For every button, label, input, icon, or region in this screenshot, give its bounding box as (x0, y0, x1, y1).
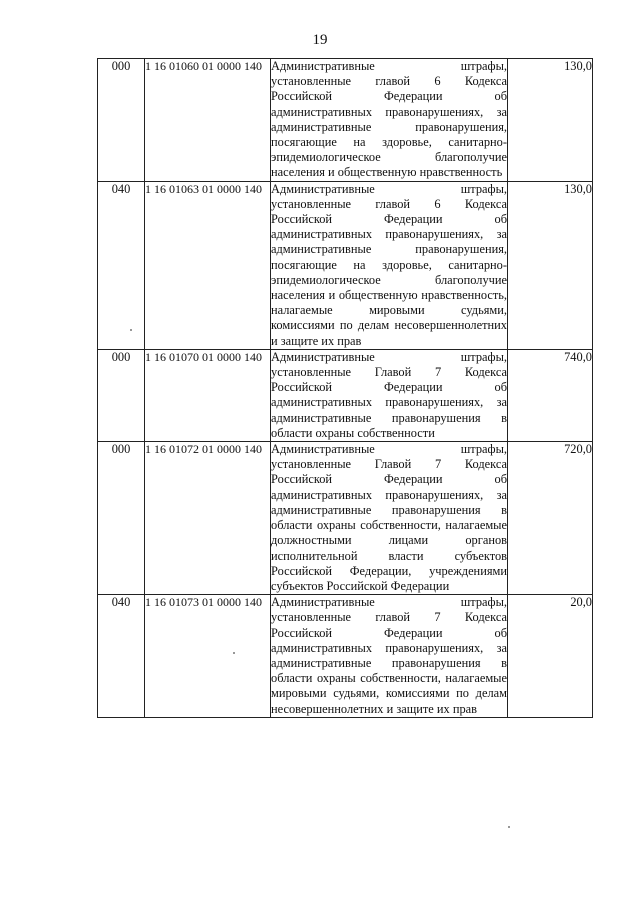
income-name-cell: Административные штрафы, установленные Главой 7 Кодекса Российской Федерации об административных правонарушениях, за административные правонарушения в области охраны собственности (271, 349, 507, 440)
income-name-cell: Административные штрафы, установленные главой 7 Кодекса Российской Федерации об административных правонарушениях, за административные правонарушения в области охраны собственности, налагаемые мировыми судьями, комиссиями по делам несовершеннолетних и защите их прав (271, 595, 507, 716)
admin-code-cell: 000 (98, 349, 145, 441)
page-number: 19 (312, 32, 328, 48)
table-row (98, 349, 593, 441)
table-row (98, 442, 593, 595)
amount-cell: 130,0 (508, 181, 593, 349)
budget-code-cell: 1 16 01063 01 0000 140 (145, 181, 271, 349)
admin-code-cell: 000 (98, 59, 145, 182)
budget-code-cell: 1 16 01073 01 0000 140 (145, 595, 271, 718)
income-name-cell: Административные штрафы, установленные главой 6 Кодекса Российской Федерации об административных правонарушениях, за административные правонарушения, посягающие на здоровье, санитарно-эпидемиологическое благополучие населения и общественную нравственность, налагаемые мировыми судьями, комиссиями по делам несовершеннолетних и защите их прав (271, 181, 507, 348)
amount-cell: 720,0 (508, 442, 593, 595)
income-name-cell: Административные штрафы, установленные Главой 7 Кодекса Российской Федерации об административных правонарушениях, за административные правонарушения в области охраны собственности, налагаемые должностными лицами органов исполнительной власти субъектов Российской Федерации, учреждениями субъектов Российской Федерации (271, 442, 507, 593)
income-name-cell: Административные штрафы, установленные главой 6 Кодекса Российской Федерации об административных правонарушениях, за административные правонарушения, посягающие на здоровье, санитарно-эпидемиологическое благополучие населения и общественную нравственность (271, 59, 507, 180)
budget-code-cell: 1 16 01070 01 0000 140 (145, 349, 271, 441)
table-row (98, 595, 593, 718)
admin-code-cell: 040 (98, 181, 145, 349)
budget-code-cell: 1 16 01072 01 0000 140 (145, 442, 271, 595)
admin-code-cell: 040 (98, 595, 145, 718)
scan-speck (233, 652, 235, 654)
scan-speck (508, 826, 510, 828)
budget-code-cell: 1 16 01060 01 0000 140 (145, 59, 271, 182)
amount-cell: 20,0 (508, 595, 593, 718)
scan-speck (130, 329, 132, 331)
amount-cell: 130,0 (508, 59, 593, 182)
admin-code-cell: 000 (98, 442, 145, 595)
revenue-table (97, 58, 593, 718)
table-row (98, 59, 593, 182)
table-row (98, 181, 593, 349)
amount-cell: 740,0 (508, 349, 593, 441)
